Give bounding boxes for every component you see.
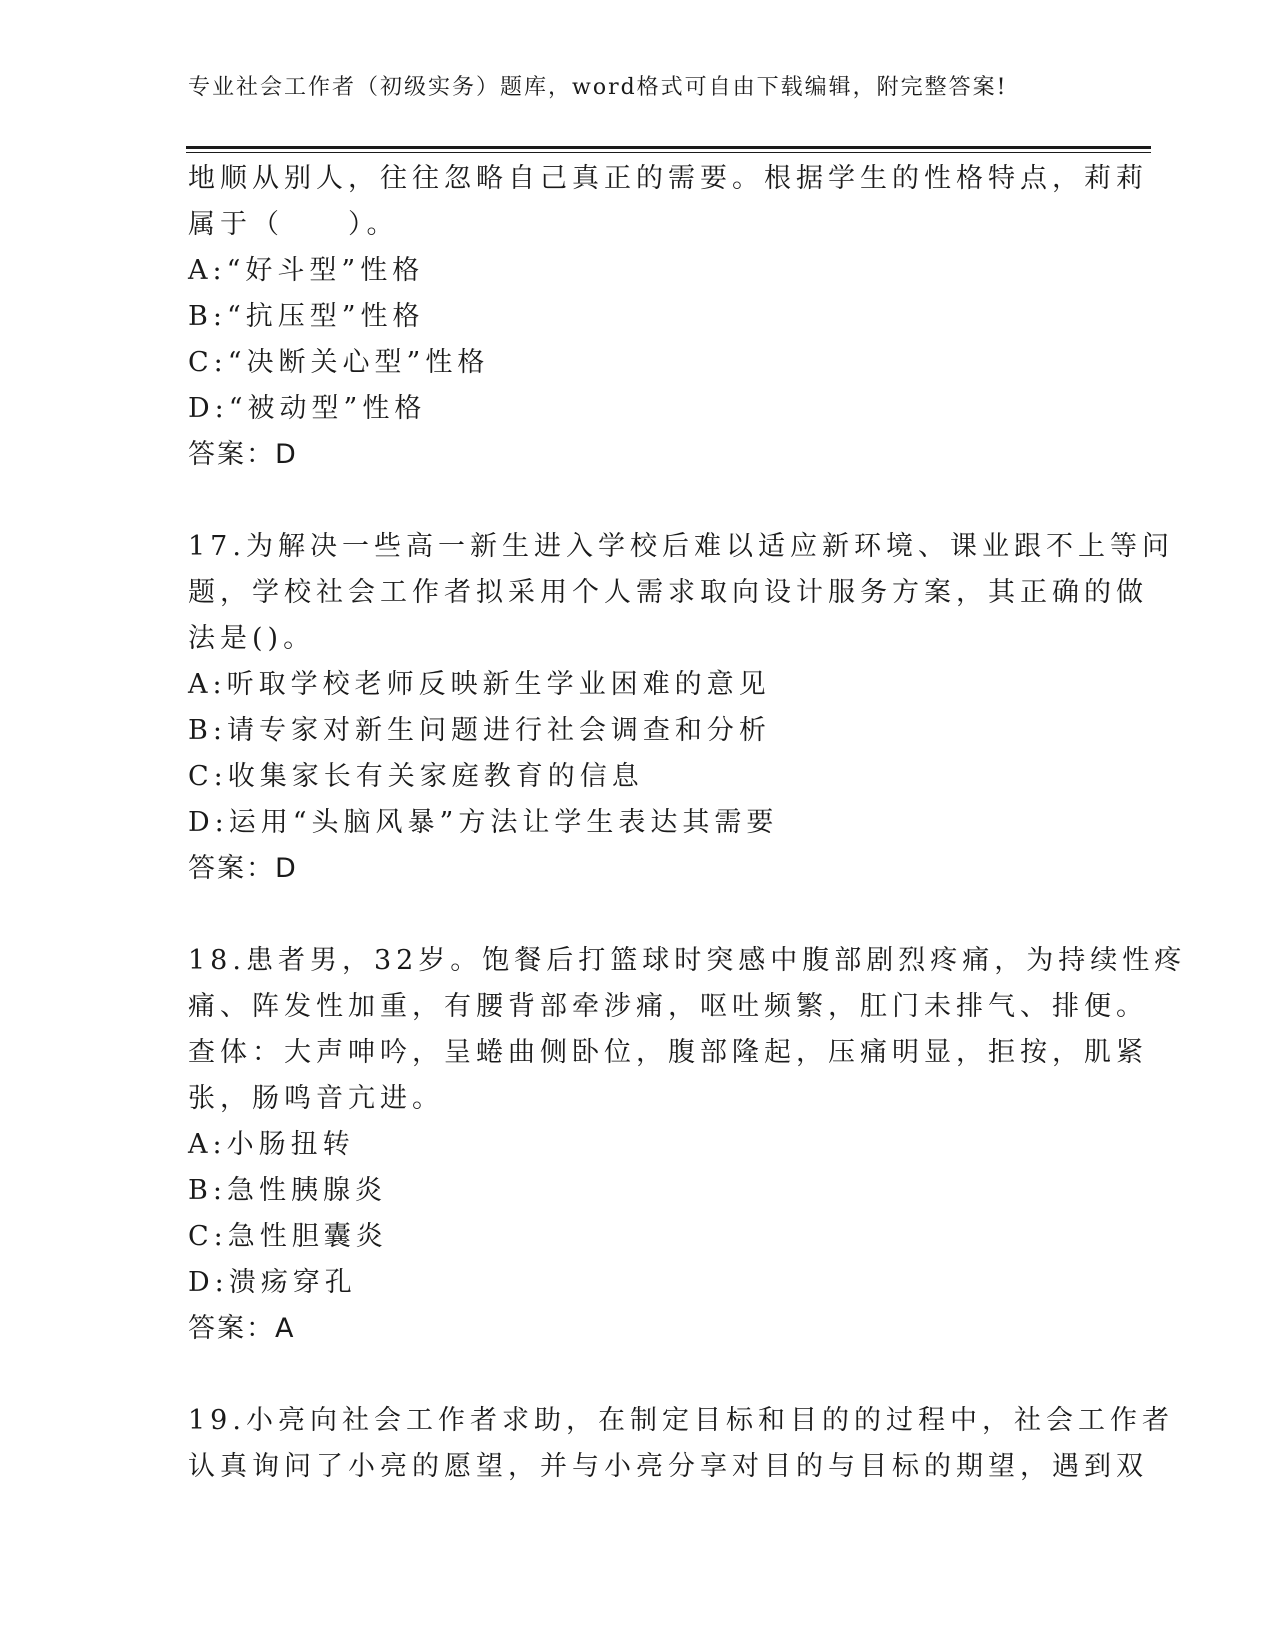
answer: 答案：D <box>188 853 298 884</box>
question-stem-line: 18.患者男，32岁。饱餐后打篮球时突感中腹部剧烈疼痛，为持续性疼 <box>188 945 1187 976</box>
question-stem-line: 法是()。 <box>188 623 316 654</box>
question-stem-line: 17.为解决一些高一新生进入学校后难以适应新环境、课业跟不上等问 <box>188 531 1174 562</box>
question-stem-line: 属于（ ）。 <box>188 209 399 240</box>
option-b: B:请专家对新生问题进行社会调查和分析 <box>188 715 771 746</box>
header-rule-thin <box>186 152 1151 153</box>
question-19 <box>188 1398 1174 1490</box>
question-17 <box>188 524 1174 892</box>
question-stem-line: 张，肠鸣音亢进。 <box>188 1083 444 1114</box>
spacer <box>188 1352 1088 1398</box>
answer: 答案：D <box>188 439 298 470</box>
spacer <box>188 892 1088 938</box>
page-header: 专业社会工作者（初级实务）题库，word格式可自由下载编辑，附完整答案! <box>188 75 1008 100</box>
answer: 答案：A <box>188 1313 296 1344</box>
question-stem-line: 认真询问了小亮的愿望，并与小亮分享对目的与目标的期望，遇到双 <box>188 1451 1148 1482</box>
option-a: A:小肠扭转 <box>188 1129 355 1160</box>
question-18 <box>188 938 1187 1352</box>
question-stem-line: 地顺从别人，往往忽略自己真正的需要。根据学生的性格特点，莉莉 <box>188 163 1148 194</box>
question-continued <box>188 156 1148 478</box>
option-b: B:“抗压型”性格 <box>188 301 425 332</box>
question-stem-line: 查体：大声呻吟，呈蜷曲侧卧位，腹部隆起，压痛明显，拒按，肌紧 <box>188 1037 1148 1068</box>
option-d: D:“被动型”性格 <box>188 393 427 424</box>
option-a: A:听取学校老师反映新生学业困难的意见 <box>188 669 771 700</box>
option-d: D:运用“头脑风暴”方法让学生表达其需要 <box>188 807 779 838</box>
question-stem-line: 19.小亮向社会工作者求助，在制定目标和目的的过程中，社会工作者 <box>188 1405 1174 1436</box>
option-b: B:急性胰腺炎 <box>188 1175 387 1206</box>
option-c: C:“决断关心型”性格 <box>188 347 490 378</box>
document-body <box>188 156 1187 1490</box>
question-stem-line: 题，学校社会工作者拟采用个人需求取向设计服务方案，其正确的做 <box>188 577 1148 608</box>
header-rule-thick <box>186 146 1151 149</box>
question-stem-line: 痛、阵发性加重，有腰背部牵涉痛，呕吐频繁，肛门未排气、排便。 <box>188 991 1148 1022</box>
spacer <box>188 478 1088 524</box>
option-c: C:急性胆囊炎 <box>188 1221 388 1252</box>
option-d: D:溃疡穿孔 <box>188 1267 357 1298</box>
option-c: C:收集家长有关家庭教育的信息 <box>188 761 644 792</box>
option-a: A:“好斗型”性格 <box>188 255 425 286</box>
